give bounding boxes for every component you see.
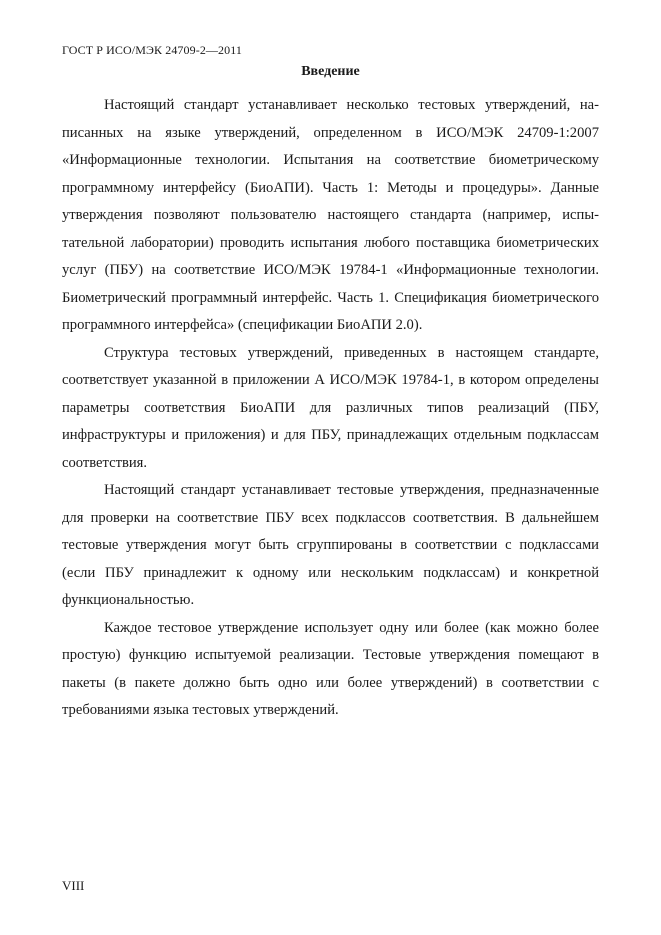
body-text	[62, 92, 599, 725]
document-header: ГОСТ Р ИСО/МЭК 24709-2—2011	[62, 43, 242, 57]
paragraph-4: Каждое тестовое утверждение использует одну или более (как можно более простую) функцию испытуемой реализации. Тестовые утверждения помещают в пакеты (в пакете должно быть одно или более утверждений) в соответствии с требованиями языка тестовых утверждений.	[62, 619, 599, 718]
paragraph-1: Настоящий стандарт устанавливает несколько тестовых утверждений, написанных на языке утверждений, определенном в ИСО/МЭК 24709-1:2007 «Информационные технологии. Испытания на соответствие биометрическому программному интерфейсу (БиоАПИ). Часть 1: Методы и процедуры». Данные утверждения позволяют пользователю настоящего стандарта (например, испытательной лаборатории) проводить испытания любого поставщика биометрических услуг (ПБУ) на соответствие ИСО/МЭК 19784-1 «Информационные технологии. Биометрический программный интерфейс. Часть 1. Спецификация биометрического программного интерфейса» (спецификации БиоАПИ 2.0).	[62, 97, 599, 333]
paragraph-3: Настоящий стандарт устанавливает тестовые утверждения, предназначенные для проверки на соответствие ПБУ всех подклассов соответствия. В дальнейшем тестовые утверждения могут быть сгруппированы в соответствии с подклассами (если ПБУ принадлежит к одному или нескольким подклассам) и конкретной функциональностью.	[62, 482, 599, 608]
section-title: Введение	[301, 64, 360, 79]
paragraph-2: Структура тестовых утверждений, приведенных в настоящем стандарте, соответствует указанной в приложении А ИСО/МЭК 19784-1, в котором определены параметры соответствия БиоАПИ для различных типов реализаций (ПБУ, инфраструктуры и приложения) и для ПБУ, принадлежащих отдельным подклассам соответствия.	[62, 344, 599, 471]
page-number: VIII	[62, 878, 85, 893]
